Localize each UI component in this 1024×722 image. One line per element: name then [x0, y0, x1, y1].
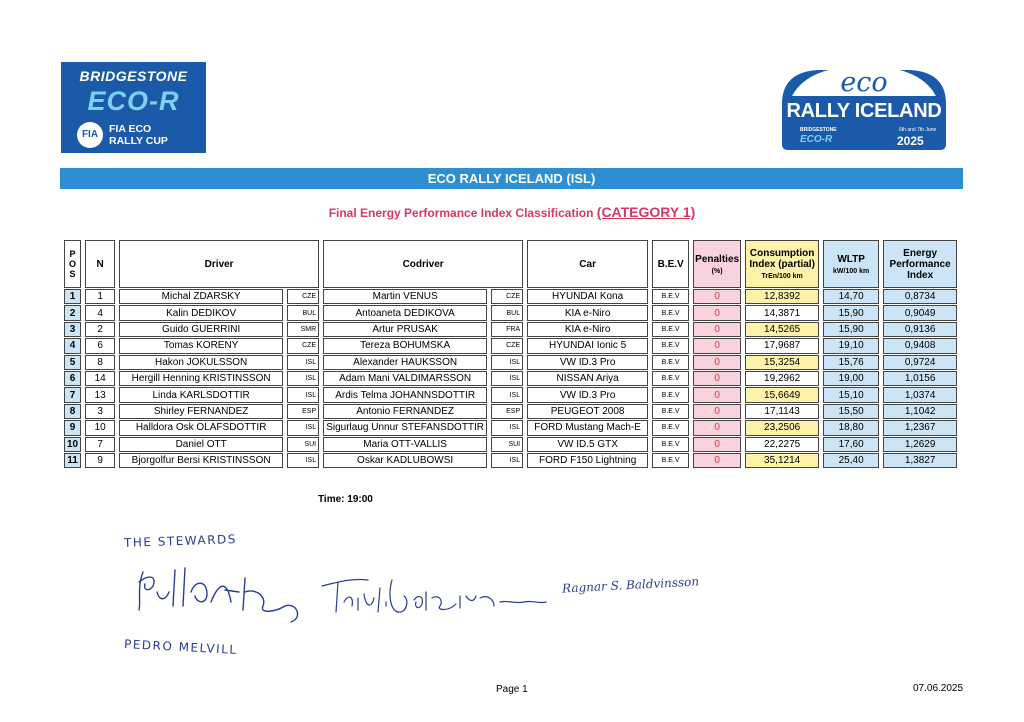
row-driver: Hakon JOKULSSON — [119, 355, 283, 370]
row-energy-performance-index: 0,9049 — [883, 305, 957, 320]
row-consumption-index: 19,2962 — [745, 371, 819, 386]
header-bev: B.E.V — [652, 240, 689, 288]
row-codriver: Sigurlaug Unnur STEFANSDOTTIR — [323, 420, 487, 435]
row-position: 1 — [64, 289, 81, 304]
row-bev: B.E.V — [652, 404, 689, 419]
row-penalties: 0 — [693, 289, 741, 304]
row-penalties: 0 — [693, 355, 741, 370]
row-energy-performance-index: 0,9724 — [883, 355, 957, 370]
logo-sponsor-text: BRIDGESTONE — [800, 127, 837, 133]
steward-signature-3: Ragnar S. Baldvinsson — [561, 574, 700, 596]
row-energy-performance-index: 0,8734 — [883, 289, 957, 304]
classification-title — [0, 204, 1024, 220]
row-car: HYUNDAI Kona — [527, 289, 648, 304]
table-row — [64, 322, 957, 337]
row-wltp: 19,00 — [823, 371, 879, 386]
row-consumption-index: 14,3871 — [745, 305, 819, 320]
header-number: N — [85, 240, 115, 288]
row-bev: B.E.V — [652, 355, 689, 370]
page-number: Page 1 — [496, 684, 528, 695]
row-driver-nationality: ISL — [287, 387, 319, 402]
table-row — [64, 289, 957, 304]
row-position: 6 — [64, 371, 81, 386]
row-driver-nationality: ESP — [287, 404, 319, 419]
row-car: KIA e-Niro — [527, 305, 648, 320]
row-bev: B.E.V — [652, 387, 689, 402]
row-codriver: Adam Mani VALDIMARSSON — [323, 371, 487, 386]
row-driver: Kalin DEDIKOV — [119, 305, 283, 320]
row-wltp: 15,10 — [823, 387, 879, 402]
row-penalties: 0 — [693, 404, 741, 419]
row-penalties: 0 — [693, 338, 741, 353]
row-codriver-nationality: ISL — [491, 371, 523, 386]
row-driver: Michal ZDARSKY — [119, 289, 283, 304]
row-bev: B.E.V — [652, 322, 689, 337]
row-consumption-index: 17,9687 — [745, 338, 819, 353]
row-codriver-nationality: ESP — [491, 404, 523, 419]
row-penalties: 0 — [693, 387, 741, 402]
row-energy-performance-index: 0,9136 — [883, 322, 957, 337]
row-position: 2 — [64, 305, 81, 320]
category-label: (CATEGORY 1) — [596, 204, 696, 220]
row-position: 3 — [64, 322, 81, 337]
row-driver-nationality: ISL — [287, 371, 319, 386]
row-codriver: Maria OTT-VALLIS — [323, 437, 487, 452]
row-codriver: Oskar KADLUBOWSI — [323, 453, 487, 468]
row-wltp: 15,90 — [823, 305, 879, 320]
row-penalties: 0 — [693, 420, 741, 435]
steward-signature-4: PEDRO MELVILL — [123, 637, 238, 657]
header-car: Car — [527, 240, 648, 288]
row-energy-performance-index: 1,0374 — [883, 387, 957, 402]
row-consumption-index: 22,2275 — [745, 437, 819, 452]
table-row — [64, 437, 957, 452]
classification-title-text: Final Energy Performance Index Classification — [328, 206, 597, 220]
row-codriver-nationality: ISL — [491, 453, 523, 468]
row-wltp: 17,60 — [823, 437, 879, 452]
logo-year-text: 2025 — [897, 134, 924, 148]
row-consumption-index: 23,2506 — [745, 420, 819, 435]
steward-signature-2 — [318, 572, 548, 622]
row-car: VW ID.3 Pro — [527, 387, 648, 402]
table-row — [64, 305, 957, 320]
header-energy-performance-index: Energy Performance Index — [883, 240, 957, 288]
row-position: 5 — [64, 355, 81, 370]
row-energy-performance-index: 1,2629 — [883, 437, 957, 452]
row-car: HYUNDAI Ionic 5 — [527, 338, 648, 353]
event-title-banner: ECO RALLY ICELAND (ISL) — [60, 168, 963, 189]
row-penalties: 0 — [693, 371, 741, 386]
row-driver: Guido GUERRINI — [119, 322, 283, 337]
row-penalties: 0 — [693, 437, 741, 452]
row-driver: Hergill Henning KRISTINSSON — [119, 371, 283, 386]
row-number: 7 — [85, 437, 115, 452]
row-driver: Halldora Osk OLAFSDOTTIR — [119, 420, 283, 435]
row-energy-performance-index: 1,2367 — [883, 420, 957, 435]
row-consumption-index: 15,3254 — [745, 355, 819, 370]
row-codriver-nationality: FRA — [491, 322, 523, 337]
row-codriver: Ardis Telma JOHANNSDOTTIR — [323, 387, 487, 402]
table-row — [64, 338, 957, 353]
row-codriver: Artur PRUSAK — [323, 322, 487, 337]
row-energy-performance-index: 1,3827 — [883, 453, 957, 468]
row-bev: B.E.V — [652, 305, 689, 320]
table-header-row — [64, 240, 957, 288]
row-car: FORD F150 Lightning — [527, 453, 648, 468]
row-car: NISSAN Ariya — [527, 371, 648, 386]
row-driver-nationality: BUL — [287, 305, 319, 320]
row-codriver: Alexander HAUKSSON — [323, 355, 487, 370]
row-wltp: 15,90 — [823, 322, 879, 337]
table-row — [64, 420, 957, 435]
row-penalties: 0 — [693, 453, 741, 468]
row-number: 4 — [85, 305, 115, 320]
row-penalties: 0 — [693, 305, 741, 320]
row-number: 14 — [85, 371, 115, 386]
row-number: 13 — [85, 387, 115, 402]
row-wltp: 25,40 — [823, 453, 879, 468]
logo-cup-text: FIA ECO RALLY CUP — [109, 123, 168, 147]
row-number: 9 — [85, 453, 115, 468]
row-wltp: 14,70 — [823, 289, 879, 304]
header-codriver: Codriver — [323, 240, 523, 288]
row-driver: Tomas KORENY — [119, 338, 283, 353]
row-wltp: 15,50 — [823, 404, 879, 419]
row-codriver: Antonio FERNANDEZ — [323, 404, 487, 419]
row-codriver-nationality: ISL — [491, 420, 523, 435]
logo-eco-r-text: ECO-R — [87, 86, 180, 116]
row-energy-performance-index: 0,9408 — [883, 338, 957, 353]
row-driver-nationality: ISL — [287, 355, 319, 370]
row-penalties: 0 — [693, 322, 741, 337]
row-position: 7 — [64, 387, 81, 402]
row-bev: B.E.V — [652, 338, 689, 353]
row-bev: B.E.V — [652, 453, 689, 468]
table-row — [64, 371, 957, 386]
row-bev: B.E.V — [652, 437, 689, 452]
row-car: VW ID.5 GTX — [527, 437, 648, 452]
row-driver: Shirley FERNANDEZ — [119, 404, 283, 419]
logo-dates-text: 6th and 7th June — [899, 127, 937, 133]
row-number: 2 — [85, 322, 115, 337]
row-energy-performance-index: 1,1042 — [883, 404, 957, 419]
classification-table — [60, 239, 961, 469]
row-position: 9 — [64, 420, 81, 435]
header-penalties: Penalties (%) — [693, 240, 741, 288]
logo-sponsor-eco-r: ECO-R — [800, 134, 833, 145]
fia-badge-icon: FIA — [77, 122, 103, 148]
row-number: 6 — [85, 338, 115, 353]
row-consumption-index: 12,8392 — [745, 289, 819, 304]
table-body — [64, 289, 957, 468]
bridgestone-eco-r-logo — [61, 62, 206, 153]
row-number: 8 — [85, 355, 115, 370]
logo-rally-iceland-text: RALLY ICELAND — [786, 100, 942, 122]
row-position: 11 — [64, 453, 81, 468]
row-codriver-nationality: ISL — [491, 387, 523, 402]
row-driver-nationality: ISL — [287, 420, 319, 435]
header-pos: P O S — [64, 240, 81, 288]
row-codriver-nationality: BUL — [491, 305, 523, 320]
row-codriver-nationality: SUI — [491, 437, 523, 452]
row-bev: B.E.V — [652, 289, 689, 304]
row-car: PEUGEOT 2008 — [527, 404, 648, 419]
row-consumption-index: 14,5265 — [745, 322, 819, 337]
row-number: 1 — [85, 289, 115, 304]
row-bev: B.E.V — [652, 371, 689, 386]
row-codriver-nationality: CZE — [491, 338, 523, 353]
header-driver: Driver — [119, 240, 319, 288]
footer-date: 07.06.2025 — [913, 683, 964, 694]
table-row — [64, 404, 957, 419]
row-driver: Bjorgolfur Bersi KRISTINSSON — [119, 453, 283, 468]
logo-eco-text: eco — [840, 67, 888, 98]
row-driver-nationality: ISL — [287, 453, 319, 468]
steward-signature-1 — [135, 562, 305, 624]
table-row — [64, 453, 957, 468]
row-number: 10 — [85, 420, 115, 435]
table-row — [64, 355, 957, 370]
row-position: 8 — [64, 404, 81, 419]
stewards-label: THE STEWARDS — [123, 532, 238, 550]
row-position: 4 — [64, 338, 81, 353]
row-driver: Linda KARLSDOTTIR — [119, 387, 283, 402]
row-bev: B.E.V — [652, 420, 689, 435]
time-label: Time: 19:00 — [318, 494, 373, 505]
row-car: VW ID.3 Pro — [527, 355, 648, 370]
row-driver-nationality: CZE — [287, 289, 319, 304]
row-driver-nationality: SMR — [287, 322, 319, 337]
row-number: 3 — [85, 404, 115, 419]
row-codriver-nationality: CZE — [491, 289, 523, 304]
row-driver-nationality: SUI — [287, 437, 319, 452]
row-car: FORD Mustang Mach-E — [527, 420, 648, 435]
row-consumption-index: 15,6649 — [745, 387, 819, 402]
row-consumption-index: 35,1214 — [745, 453, 819, 468]
row-driver-nationality: CZE — [287, 338, 319, 353]
row-wltp: 15,76 — [823, 355, 879, 370]
logo-brand-text: BRIDGESTONE — [79, 68, 188, 84]
row-codriver: Antoaneta DEDIKOVA — [323, 305, 487, 320]
row-wltp: 19,10 — [823, 338, 879, 353]
row-car: KIA e-Niro — [527, 322, 648, 337]
row-codriver: Tereza BOHUMSKA — [323, 338, 487, 353]
row-energy-performance-index: 1,0156 — [883, 371, 957, 386]
eco-rally-iceland-logo — [778, 64, 950, 152]
header-wltp: WLTP kW/100 km — [823, 240, 879, 288]
row-position: 10 — [64, 437, 81, 452]
header-consumption: Consumption Index (partial) TrEn/100 km — [745, 240, 819, 288]
row-wltp: 18,80 — [823, 420, 879, 435]
row-codriver: Martin VENUS — [323, 289, 487, 304]
row-consumption-index: 17,1143 — [745, 404, 819, 419]
row-codriver-nationality: ISL — [491, 355, 523, 370]
row-driver: Daniel OTT — [119, 437, 283, 452]
table-row — [64, 387, 957, 402]
